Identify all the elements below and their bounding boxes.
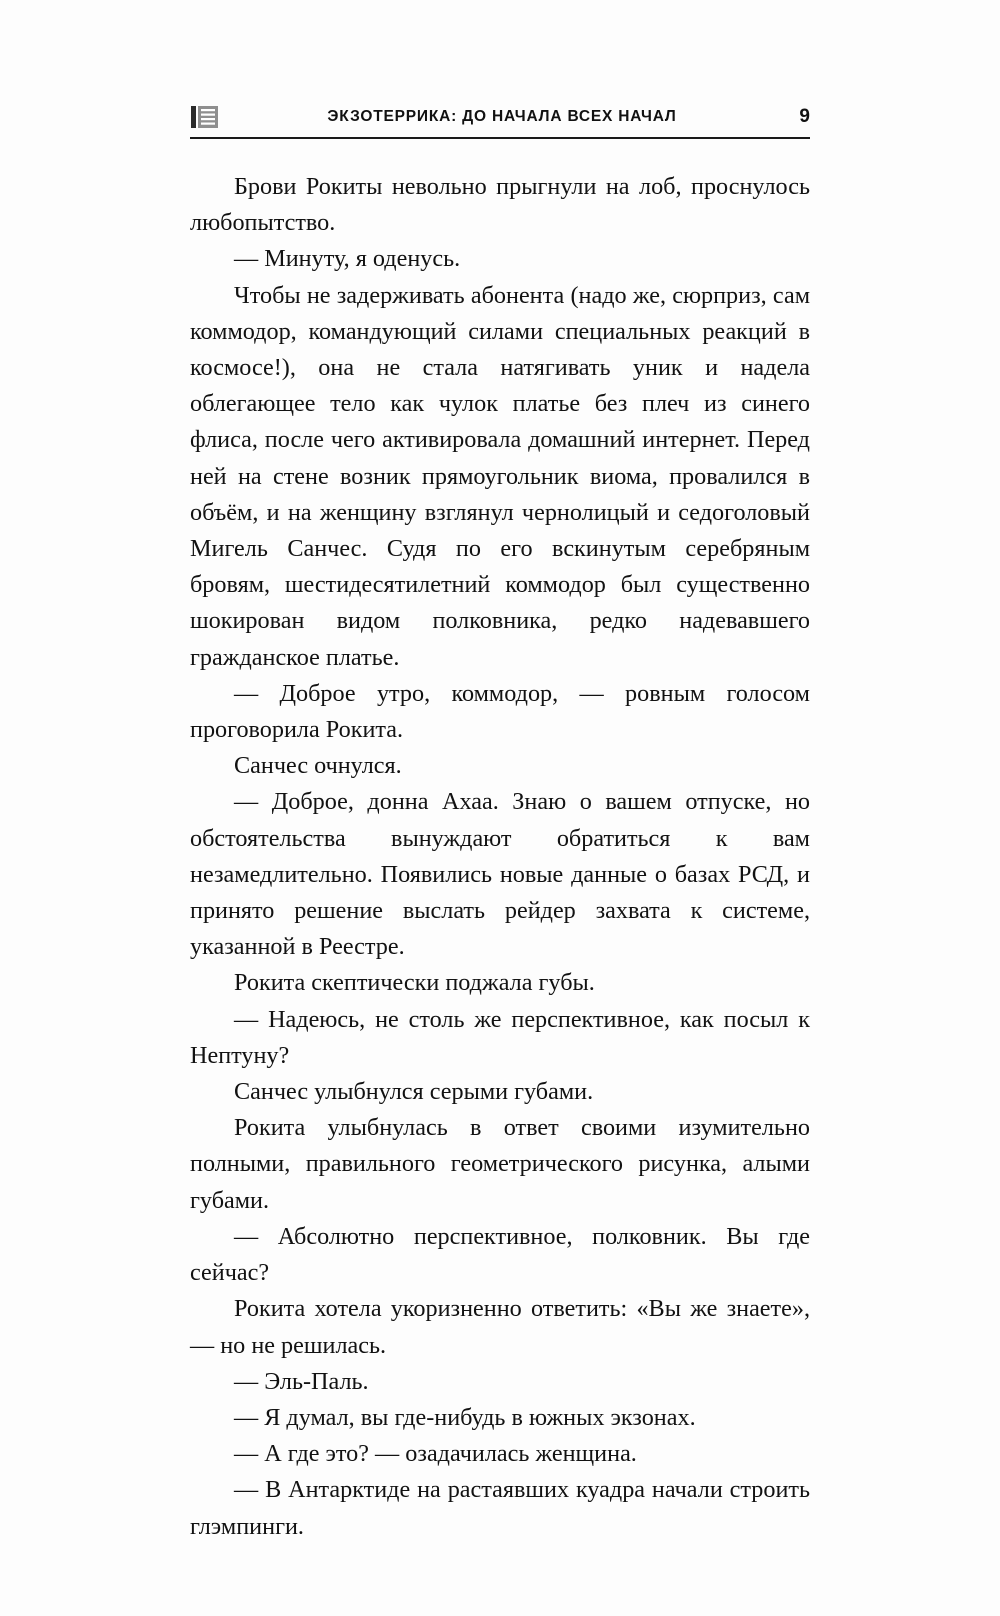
paragraph: — Надеюсь, не столь же перспективное, как посыл к Нептуну? (190, 1005, 810, 1069)
paragraph: Брови Рокиты невольно прыгнули на лоб, проснулось любопытство. (190, 173, 810, 237)
running-head (190, 100, 810, 134)
book-ornament-icon (190, 104, 220, 130)
paragraph: — Минуту, я оденусь. (234, 245, 461, 273)
running-head-title: ЭКЗОТЕРРИКА: ДО НАЧАЛА ВСЕХ НАЧАЛ (327, 108, 677, 125)
body-text (190, 169, 810, 1545)
page-content (190, 100, 810, 1545)
paragraph: — Доброе, донна Ахаа. Знаю о вашем отпуске, но обстоятельства вынуждают обратиться к вам незамедлительно. Появились новые данные о базах РСД, и принято решение выслать рейдер захвата к системе, указанной в Реестре. (190, 788, 810, 961)
paragraph: Чтобы не задерживать абонента (надо же, сюрприз, сам коммодор, командующий силами специальных реакций в космосе!), она не стала натягивать уник и надела облегающее тело как чулок платье без плеч из синего флиса, после чего активировала домашний интернет. Перед ней на стене возник прямоугольник виома, провалился в объём, и на женщину взглянул чернолицый и седоголовый Мигель Санчес. Судя по его вскинутым серебряным бровям, шестидесятилетний коммодор был существенно шокирован видом полковника, редко надевавшего гражданское платье. (190, 281, 810, 671)
paragraph: Санчес улыбнулся серыми губами. (234, 1078, 594, 1106)
paragraph: Рокита улыбнулась в ответ своими изумительно полными, правильного геометрического рисунка, алыми губами. (190, 1114, 810, 1214)
paragraph: — В Антарктиде на растаявших куадра начали строить глэмпинги. (190, 1476, 810, 1540)
paragraph: — Доброе утро, коммодор, — ровным голосом проговорила Рокита. (190, 679, 810, 744)
paragraph: — Я думал, вы где-нибудь в южных экзонах. (234, 1403, 696, 1431)
paragraph: — Абсолютно перспективное, полковник. Вы где сейчас? (190, 1222, 810, 1287)
running-head-divider (190, 137, 810, 139)
paragraph: — Эль-Паль. (234, 1367, 369, 1395)
paragraph: Рокита скептически поджала губы. (234, 969, 595, 997)
paragraph: Рокита хотела укоризненно ответить: «Вы же знаете», — но не решилась. (190, 1295, 810, 1359)
paragraph: — А где это? — озадачилась женщина. (234, 1440, 637, 1468)
paragraph: Санчес очнулся. (234, 752, 402, 780)
page-number: 9 (799, 106, 810, 127)
